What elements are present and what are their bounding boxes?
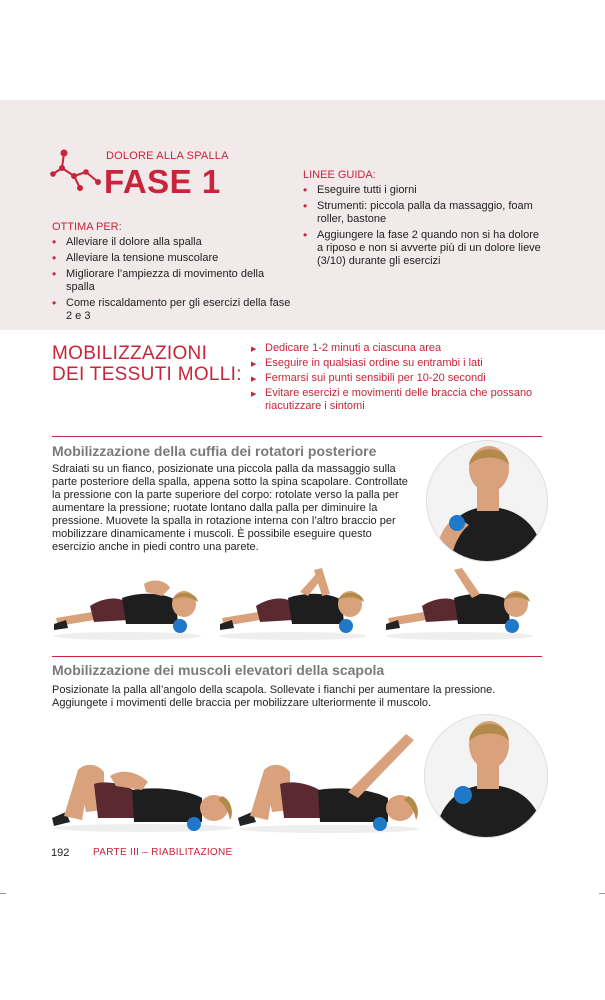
list-item: ▶ Dedicare 1-2 minuti a ciascuna area bbox=[251, 342, 541, 355]
section-kicker: DOLORE ALLA SPALLA bbox=[106, 150, 229, 162]
list-item: • Strumenti: piccola palla da massaggio, foam roller, bastone bbox=[303, 200, 548, 226]
list-item: • Alleviare il dolore alla spalla bbox=[52, 236, 292, 249]
list-item: ▶ Eseguire in qualsiasi ordine su entrambi i lati bbox=[251, 357, 541, 370]
list-item: • Alleviare la tensione muscolare bbox=[52, 252, 292, 265]
ottima-per-heading: OTTIMA PER: bbox=[52, 221, 122, 233]
list-item: • Eseguire tutti i giorni bbox=[303, 184, 548, 197]
page-title: FASE 1 bbox=[104, 163, 221, 200]
list-item: ▶ Evitare esercizi e movimenti delle braccia che possano riacutizzare i sintomi bbox=[251, 387, 541, 413]
section-title: Mobilizzazione dei muscoli elevatori della scapola bbox=[52, 662, 385, 678]
mobilizzazioni-list bbox=[251, 342, 541, 415]
list-item: • Come riscaldamento per gli esercizi della fase 2 e 3 bbox=[52, 297, 292, 323]
exercise-photo-supine-1 bbox=[52, 740, 237, 835]
section-text: Posizionate la palla all’angolo della scapola. Sollevate i fianchi per aumentare la pressione. Aggiungete i movimenti delle braccia per mobilizzare ulteriormente il muscolo. bbox=[52, 684, 496, 709]
list-item: • Migliorare l’ampiezza di movimento della spalla bbox=[52, 268, 292, 294]
section-title: Mobilizzazione della cuffia dei rotatori posteriore bbox=[52, 443, 377, 459]
section-divider bbox=[52, 436, 542, 437]
molecule-icon bbox=[50, 148, 102, 192]
linee-guida-heading: LINEE GUIDA: bbox=[303, 169, 376, 181]
mobilizzazioni-title-line1: MOBILIZZAZIONI bbox=[52, 343, 208, 364]
crop-mark bbox=[599, 893, 605, 894]
exercise-photo-supine-2 bbox=[238, 726, 423, 836]
ottima-per-list bbox=[52, 236, 292, 326]
page-number: 192 bbox=[51, 847, 70, 859]
list-item: • Aggiungere la fase 2 quando non si ha dolore a riposo e non si avverte più di un dolore lieve (3/10) durante gli esercizi bbox=[303, 229, 548, 268]
linee-guida-list bbox=[303, 184, 548, 271]
running-footer: PARTE III – RIABILITAZIONE bbox=[93, 847, 233, 858]
shoulder-closeup-photo bbox=[426, 440, 548, 562]
crop-mark bbox=[0, 893, 6, 894]
section-divider bbox=[52, 656, 542, 657]
exercise-photo-side-lying-2 bbox=[218, 562, 368, 642]
exercise-photo-side-lying-1 bbox=[52, 562, 202, 642]
exercise-photo-side-lying-3 bbox=[384, 562, 534, 642]
scapula-closeup-photo bbox=[424, 714, 548, 838]
mobilizzazioni-title-line2: DEI TESSUTI MOLLI: bbox=[52, 364, 242, 385]
list-item: ▶ Fermarsi sui punti sensibili per 10-20 secondi bbox=[251, 372, 541, 385]
section-text: Sdraiati su un fianco, posizionate una piccola palla da massaggio sulla parte posteriore della spalla, appena sotto la spina scapolare. Controllate la pressione con la parte superiore del corpo: rotolate verso la palla per aumentare la pressione; ruotate lontano dalla palla per diminuire la pressione. Muovete la spalla in rotazione interna con l’altro braccio per mobilizzare dinamicamente i muscoli. È possibile eseguire questo esercizio anche in piedi contro una parete. bbox=[52, 463, 408, 553]
mobilizzazioni-title bbox=[52, 343, 242, 385]
